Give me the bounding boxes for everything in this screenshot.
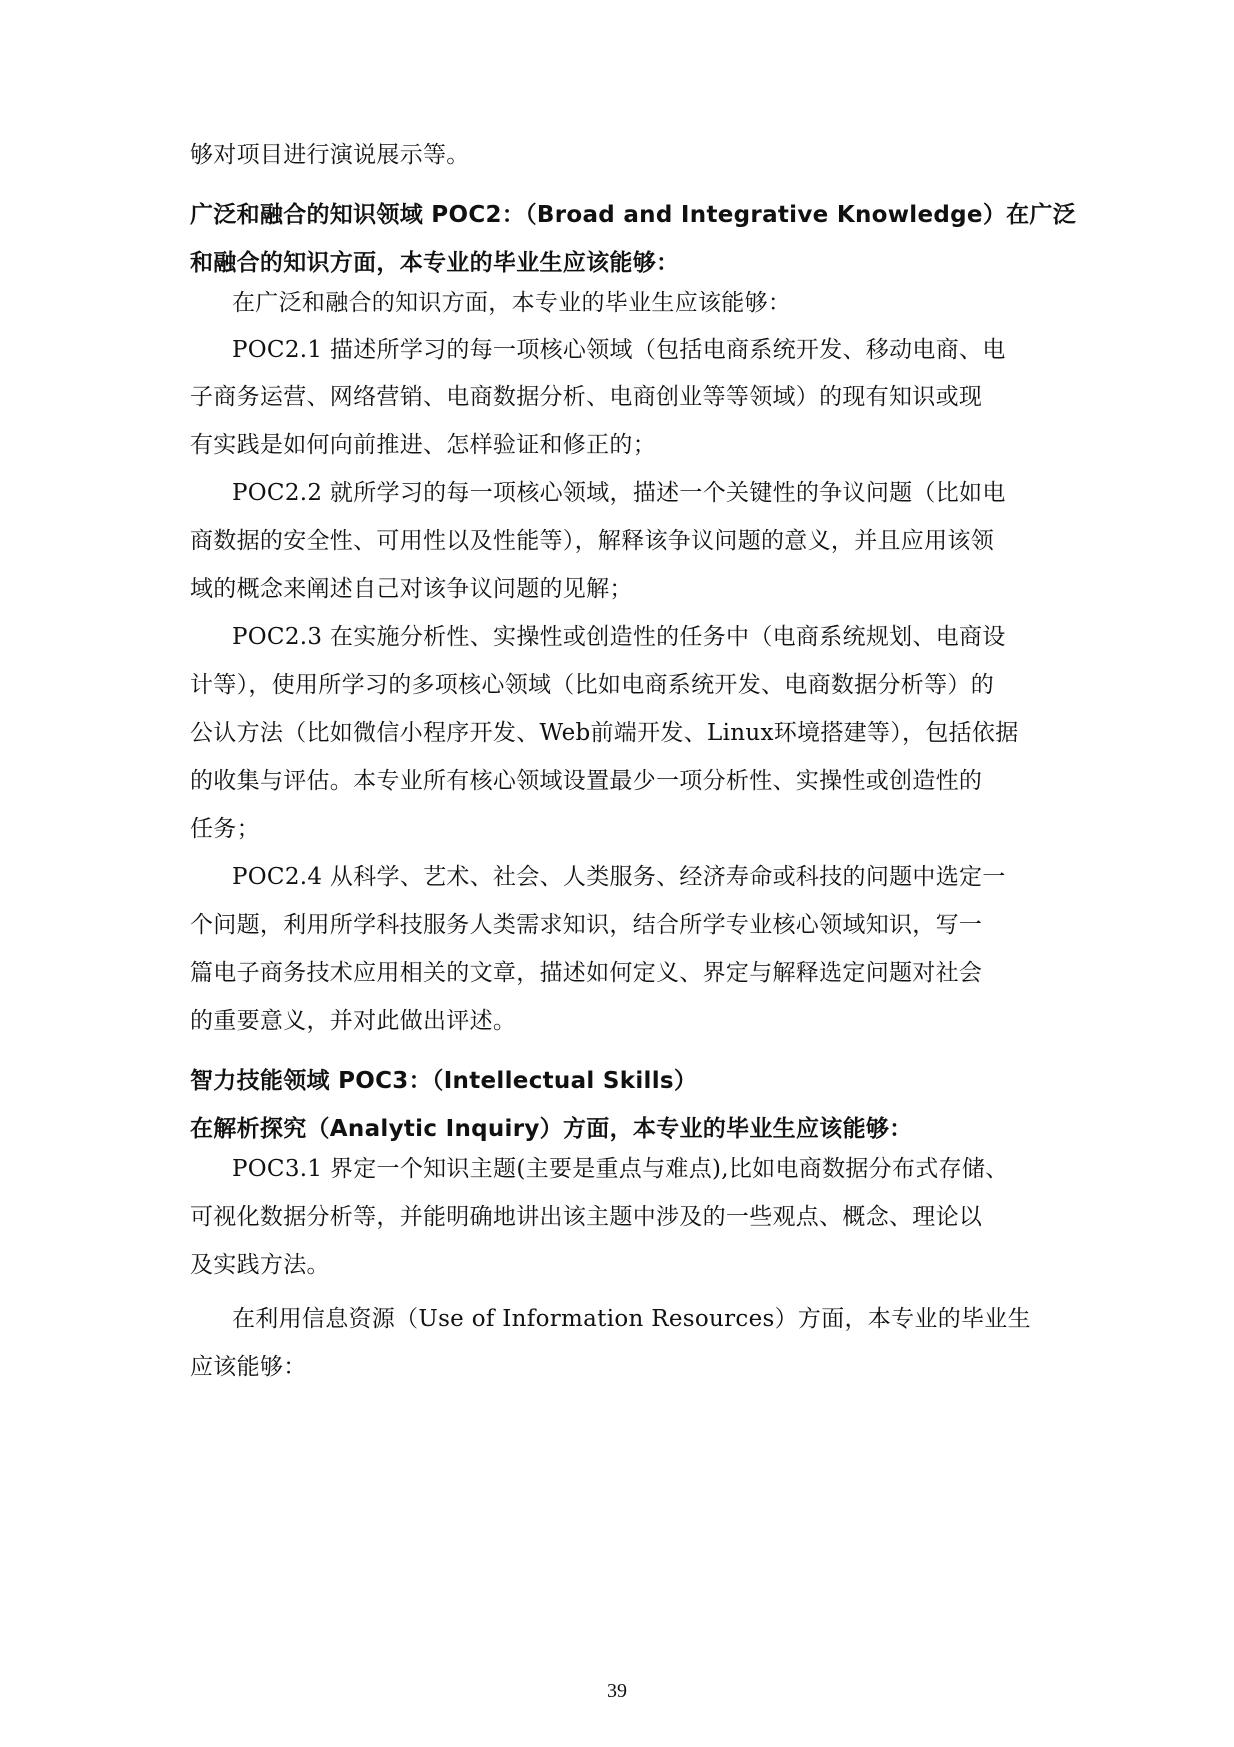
- text-line: 公认方法（比如微信小程序开发、Web前端开发、Linux环境搭建等），包括依据: [190, 720, 1019, 746]
- text-line-poc2-3: POC2.3 在实施分析性、实操性或创造性的任务中（电商系统规划、电商设: [232, 624, 1006, 650]
- text-line: 子商务运营、网络营销、电商数据分析、电商创业等等领域）的现有知识或现: [190, 384, 983, 410]
- text-line: 的收集与评估。本专业所有核心领域设置最少一项分析性、实操性或创造性的: [190, 768, 983, 794]
- section-heading-poc2: 广泛和融合的知识领域 POC2：（Broad and Integrative Knowledge）在广泛: [190, 202, 1077, 228]
- page-number: 39: [607, 1680, 627, 1702]
- text-line: 可视化数据分析等，并能明确地讲出该主题中涉及的一些观点、概念、理论以: [190, 1204, 983, 1230]
- text-line: 的重要意义，并对此做出评述。: [190, 1008, 517, 1034]
- text-line: 个问题，利用所学科技服务人类需求知识，结合所学专业核心领域知识，写一: [190, 912, 983, 938]
- section-heading-poc3: 智力技能领域 POC3：（Intellectual Skills）: [190, 1068, 698, 1094]
- text-line: 域的概念来阐述自己对该争议问题的见解；: [190, 576, 633, 602]
- text-line-poc2-4: POC2.4 从科学、艺术、社会、人类服务、经济寿命或科技的问题中选定一: [232, 864, 1006, 890]
- text-line-information-resources: 在利用信息资源（Use of Information Resources）方面，本专业的毕业生: [232, 1306, 1031, 1332]
- text-line-poc2-1: POC2.1 描述所学习的每一项核心领域（包括电商系统开发、移动电商、电: [232, 337, 1006, 363]
- text-line: 在广泛和融合的知识方面，本专业的毕业生应该能够：: [232, 290, 792, 316]
- section-heading-poc2-cont: 和融合的知识方面，本专业的毕业生应该能够：: [190, 250, 680, 276]
- text-line: 商数据的安全性、可用性以及性能等），解释该争议问题的意义，并且应用该领: [190, 528, 994, 554]
- text-line: 够对项目进行演说展示等。: [190, 142, 470, 168]
- text-line: 应该能够：: [190, 1354, 307, 1380]
- text-line: 有实践是如何向前推进、怎样验证和修正的；: [190, 432, 656, 458]
- text-line-poc2-2: POC2.2 就所学习的每一项核心领域，描述一个关键性的争议问题（比如电: [232, 480, 1006, 506]
- subsection-heading-analytic-inquiry: 在解析探究（Analytic Inquiry）方面，本专业的毕业生应该能够：: [190, 1116, 913, 1142]
- text-line: 篇电子商务技术应用相关的文章，描述如何定义、界定与解释选定问题对社会: [190, 960, 983, 986]
- text-line: 及实践方法。: [190, 1252, 330, 1278]
- text-line-poc3-1: POC3.1 界定一个知识主题(主要是重点与难点),比如电商数据分布式存储、: [232, 1156, 1009, 1182]
- text-line: 计等），使用所学习的多项核心领域（比如电商系统开发、电商数据分析等）的: [190, 672, 994, 698]
- text-line: 任务；: [190, 816, 260, 842]
